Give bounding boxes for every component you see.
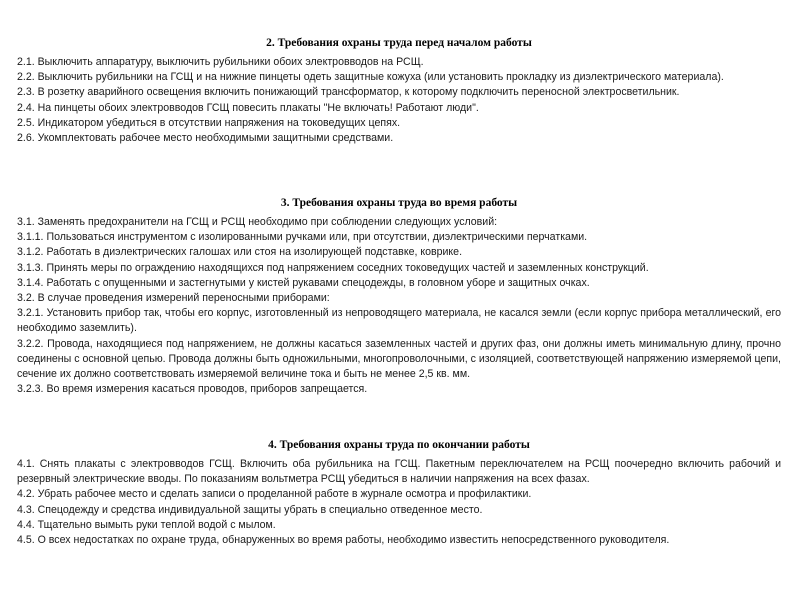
paragraph-3-2-2: 3.2.2. Провода, находящиеся под напряжением, не должны касаться заземленных частей и других фаз, они должны иметь минимальную длину, прочно соединены с основной цепью. Провода должны быть одножильными, многопроволочными, с изоляцией, соответствующей напряжению измеряемой цепи, сечение их должно соответствовать измеряемой величине тока и быть не менее 2,5 кв. мм. — [17, 337, 781, 381]
paragraph-4-5: 4.5. О всех недостатках по охране труда, обнаруженных во время работы, необходимо известить непосредственного руководителя. — [17, 534, 670, 547]
paragraph-2-3: 2.3. В розетку аварийного освещения включить понижающий трансформатор, к которому подключить переносной электросветильник. — [17, 86, 680, 99]
paragraph-4-4: 4.4. Тщательно вымыть руки теплой водой с мылом. — [17, 518, 276, 531]
paragraph-2-4: 2.4. На пинцеты обоих электровводов ГСЩ повесить плакаты "Не включать! Работают люди". — [17, 101, 479, 114]
paragraph-3-1-1: 3.1.1. Пользоваться инструментом с изолированными ручками или, при отсутствии, диэлектрическими перчатками. — [17, 231, 588, 244]
paragraph-3-1-2: 3.1.2. Работать в диэлектрических галошах или стоя на изолирующей подставке, коврике. — [17, 246, 463, 259]
paragraph-3-1-4: 3.1.4. Работать с опущенными и застегнутыми у кистей рукавами спецодежды, в головном уборе и защитных очках. — [17, 276, 590, 289]
paragraph-2-1: 2.1. Выключить аппаратуру, выключить рубильники обоих электровводов на РСЩ. — [17, 56, 424, 68]
paragraph-3-1: 3.1. Заменять предохранители на ГСЩ и РСЩ необходимо при соблюдении следующих условий: — [17, 216, 498, 228]
paragraph-2-6: 2.6. Укомплектовать рабочее место необходимыми защитными средствами. — [17, 132, 394, 145]
paragraph-3-2: 3.2. В случае проведения измерений переносными приборами: — [17, 292, 330, 305]
section-title: 2. Требования охраны труда перед началом работы — [266, 37, 532, 49]
paragraph-3-1-3: 3.1.3. Принять меры по ограждению находящихся под напряжением соседних токоведущих частей и заземленных конструкций. — [17, 261, 649, 274]
section-title: 4. Требования охраны труда по окончании работы — [268, 439, 530, 451]
paragraph-2-2: 2.2. Выключить рубильники на ГСЩ и на нижние пинцеты одеть защитные кожуха (или установить прокладку из диэлектрического материала). — [17, 71, 724, 84]
section-during-work — [17, 196, 781, 397]
section-title: 3. Требования охраны труда во время работы — [280, 197, 518, 209]
paragraph-4-1: 4.1. Снять плакаты с электровводов ГСЩ. Включить оба рубильника на ГСЩ. Пакетным переключателем на РСЩ поочередно включить рабочий и резервный электрические вводы. По показаниям вольтметра РСЩ убедиться в наличии напряжения на всех фазах. — [17, 458, 781, 486]
section-before-work — [17, 36, 781, 146]
section-after-work — [17, 438, 781, 548]
paragraph-2-5: 2.5. Индикатором убедиться в отсутствии напряжения на токоведущих цепях. — [17, 116, 401, 129]
paragraph-4-3: 4.3. Спецодежду и средства индивидуальной защиты убрать в специально отведенное место. — [17, 503, 483, 516]
paragraph-4-2: 4.2. Убрать рабочее место и сделать записи о проделанной работе в журнале осмотра и профилактики. — [17, 488, 532, 501]
paragraph-3-2-3: 3.2.3. Во время измерения касаться проводов, приборов запрещается. — [17, 383, 368, 396]
paragraph-3-2-1: 3.2.1. Установить прибор так, чтобы его корпус, изготовленный из непроводящего материала, не касался земли (если корпус прибора металлический, его необходимо заземлить). — [17, 307, 781, 335]
